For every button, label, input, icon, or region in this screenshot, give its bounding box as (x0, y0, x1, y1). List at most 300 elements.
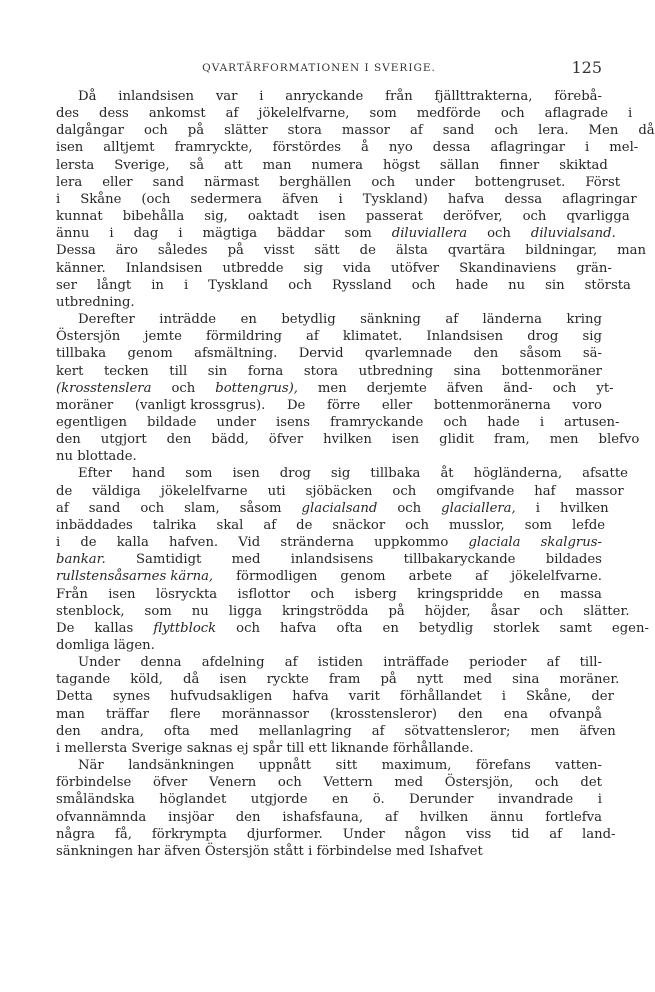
word: rullstensåsarnes kärna, (56, 569, 214, 585)
word: högländerna, (473, 466, 563, 482)
word: Sverige, (114, 157, 170, 173)
word: förmildring (205, 329, 282, 345)
text-line (36, 122, 655, 139)
word: sina (453, 363, 481, 379)
word: såsom (519, 346, 562, 362)
word: höglandet (159, 792, 227, 808)
word: sin (545, 277, 565, 293)
word: ö. (372, 792, 385, 808)
word: alltjemt (103, 140, 155, 156)
word: isberg (354, 586, 397, 602)
word: aflagringar (490, 140, 566, 156)
text-line (36, 757, 602, 774)
word: dess (99, 106, 129, 122)
word: och (522, 209, 547, 225)
word: långt (96, 277, 132, 293)
word: Östersjön (56, 329, 121, 345)
word: med (231, 552, 261, 568)
word: aflagringar (562, 191, 637, 207)
word: genom (127, 346, 173, 362)
text-line (36, 414, 620, 431)
word: talrika (152, 517, 197, 533)
paragraph (36, 654, 620, 757)
word: i (628, 106, 633, 122)
word: de (56, 483, 73, 499)
text-line (36, 654, 602, 671)
word: insjöar (168, 809, 214, 825)
word: varit (348, 689, 380, 705)
page-header (36, 58, 602, 82)
word: moräner (56, 397, 114, 413)
word: jökelelfvarne, (258, 106, 350, 122)
word: några (56, 826, 95, 842)
word: småländska (56, 792, 135, 808)
word: nu (508, 277, 526, 293)
paragraph (36, 757, 616, 860)
word: tagande (56, 672, 111, 688)
text-line (36, 345, 602, 362)
text-line (36, 483, 624, 500)
word: utgjorde (250, 792, 308, 808)
word: isflottor (237, 586, 291, 602)
text-line (36, 637, 602, 654)
word: Skandinaviens (459, 260, 557, 276)
text-line (36, 774, 602, 791)
word: passerat (365, 209, 423, 225)
word: med (394, 775, 424, 791)
text-line (36, 500, 609, 517)
word: i (178, 226, 183, 242)
word: i (183, 277, 189, 293)
text-line (36, 740, 602, 757)
word: under (415, 174, 455, 190)
word: mel- (609, 140, 639, 156)
word: Dessa (56, 243, 96, 259)
text-line (36, 294, 602, 311)
text-line (36, 706, 602, 723)
word: känner. (56, 260, 106, 276)
word: såsom (239, 500, 282, 516)
word: Inlandsisen (125, 260, 203, 276)
word: af (306, 329, 319, 345)
word: i (259, 89, 264, 104)
word: lersta (56, 157, 95, 173)
word: jemte (144, 329, 182, 345)
word: som (144, 603, 172, 619)
word: förre (326, 397, 361, 413)
word: å (361, 140, 369, 156)
word: den (235, 809, 261, 825)
word: stått (273, 843, 304, 859)
word: liknande (331, 740, 389, 756)
word: massor (575, 483, 624, 499)
text-line (36, 328, 602, 345)
word: sand (442, 123, 475, 139)
text-line (36, 225, 616, 242)
text-line (36, 568, 602, 585)
word: af (56, 500, 69, 516)
word: afsatte (582, 466, 628, 482)
word: istiden (317, 655, 364, 671)
word: utöfver (390, 260, 440, 276)
word: som (369, 106, 397, 122)
word: bottengruset. (474, 174, 566, 190)
word: jökelelfvarne (160, 483, 248, 499)
word: uppnått (258, 758, 312, 774)
word: af (475, 569, 488, 585)
word: i (539, 414, 545, 430)
word: på (388, 603, 405, 619)
word: Sverige (131, 740, 183, 756)
word: vida (342, 260, 371, 276)
word: och (140, 500, 165, 516)
word: sällan (439, 157, 480, 173)
word: sig (330, 466, 351, 482)
word: Samtidigt (136, 552, 202, 568)
word: hafva (292, 689, 329, 705)
word: stora (287, 123, 322, 139)
running-head: QVARTÄRFORMATIONEN I SVERIGE. (202, 62, 436, 74)
word: Inlandsisen (426, 329, 504, 345)
word: saknas (186, 740, 233, 756)
word: lefde (571, 517, 606, 533)
word: kallas (94, 620, 134, 636)
word: slätter (224, 123, 268, 139)
word: hafven. (168, 535, 219, 551)
word: Tyskland) (362, 191, 428, 207)
word: massor (341, 123, 390, 139)
paragraph (36, 88, 655, 311)
word: slam, (184, 500, 220, 516)
word: ofvanpå (549, 706, 602, 722)
word: Derefter (78, 312, 135, 328)
word: De (286, 397, 306, 413)
word: äfven (446, 380, 484, 396)
word: och (143, 123, 168, 139)
text-line (36, 88, 602, 105)
word: tid (511, 826, 530, 842)
word: den (56, 723, 81, 739)
word: När (78, 758, 104, 774)
text-line (36, 809, 602, 826)
word: nyo (388, 140, 413, 156)
word: stenblock, (56, 603, 125, 619)
word: i (597, 792, 602, 808)
word: Skåne (80, 191, 122, 207)
word: denna (140, 655, 182, 671)
text-line (36, 208, 630, 225)
word: fram (328, 672, 361, 688)
word: som (344, 226, 372, 242)
word: och (405, 517, 429, 533)
word: förefans (475, 758, 531, 774)
word: mellanlagring (258, 723, 352, 739)
word: af (284, 655, 298, 671)
word: af (546, 655, 560, 671)
word: Då (78, 89, 97, 104)
word: samt (559, 620, 592, 636)
word: tillbaka (56, 346, 107, 362)
word: djurformer. (246, 826, 323, 842)
word: afdelning (201, 655, 265, 671)
word: sand (152, 174, 185, 190)
word: egentligen (56, 414, 128, 430)
word: någon (404, 826, 447, 842)
text-line (36, 105, 633, 122)
word: glacialsand (301, 500, 378, 516)
word: och (371, 174, 396, 190)
word: betydlig (281, 312, 336, 328)
word: och (494, 123, 519, 139)
word: har (137, 843, 160, 859)
word: omgifvande (436, 483, 515, 499)
word: förstördes (272, 140, 342, 156)
word: landsänkningen (128, 758, 235, 774)
word: ishafsfauna, (282, 809, 364, 825)
word: der (591, 689, 614, 705)
word: grän- (576, 260, 612, 276)
word: dalgångar (56, 123, 124, 139)
word: aflagrade (544, 106, 609, 122)
word: men (317, 380, 347, 396)
word: den (458, 706, 483, 722)
text-line (36, 826, 616, 843)
word: den (56, 432, 81, 448)
text-line (36, 843, 602, 860)
word: qvartära (447, 243, 506, 259)
word: hvilken (559, 500, 609, 516)
word: de (296, 517, 313, 533)
word: af (225, 106, 239, 122)
word: andra, (100, 723, 144, 739)
text-line (36, 191, 637, 208)
word: sig (582, 329, 602, 345)
word: anryckande (285, 89, 364, 104)
word: Vid (238, 535, 261, 551)
text-line (36, 431, 640, 448)
word: invandrade (497, 792, 574, 808)
word: ligga (228, 603, 262, 619)
word: inlandsisens (290, 552, 374, 568)
word: kalla (116, 535, 149, 551)
word: qvarlemnade (364, 346, 453, 362)
word: sig, (204, 209, 228, 225)
word: arbete (408, 569, 453, 585)
word: Tyskland (208, 277, 269, 293)
word: bäddar (277, 226, 325, 242)
word: isen (232, 466, 260, 482)
word: bädd, (211, 432, 249, 448)
word: åsar (490, 603, 520, 619)
word: med (396, 843, 425, 859)
word: utgjort (100, 432, 147, 448)
word: kring (566, 312, 602, 328)
word: eller (102, 174, 133, 190)
word: och (411, 277, 436, 293)
word: jökelelfvarne. (510, 569, 602, 585)
word: Detta (56, 689, 93, 705)
word: blefvo (598, 432, 640, 448)
word: isens (276, 414, 311, 430)
word: framryckande (330, 414, 424, 430)
word: haf (534, 483, 556, 499)
text-line (36, 586, 602, 603)
word: då (638, 123, 655, 139)
word: Ishafvet (428, 843, 483, 859)
word: bankar. (56, 552, 106, 568)
word: förbindelse (56, 775, 132, 791)
word: forna (247, 363, 284, 379)
word: köld, (130, 672, 164, 688)
word: på (227, 243, 244, 259)
word: lägen. (113, 638, 155, 653)
word: morännassor (221, 706, 309, 722)
word: lera (56, 174, 83, 190)
word: men (549, 432, 579, 448)
word: sätt (314, 243, 340, 259)
word: sedermera (190, 191, 262, 207)
word: och (392, 483, 417, 499)
word: i (338, 191, 343, 207)
word: till (169, 363, 188, 379)
word: skiktad (559, 157, 608, 173)
word: högst (382, 157, 420, 173)
text-line (36, 260, 612, 277)
word: Från (56, 586, 88, 602)
word: moräner. (559, 672, 620, 688)
word: utbredning (358, 363, 434, 379)
word: spår (252, 740, 283, 756)
word: öfver (152, 775, 188, 791)
word: i (535, 500, 540, 516)
word: eller (381, 397, 413, 413)
word: och (277, 775, 302, 791)
word: och (534, 775, 559, 791)
paragraph (36, 311, 640, 465)
word: finner (499, 157, 540, 173)
word: blottade. (77, 449, 137, 465)
word: framryckte, (174, 140, 253, 156)
text-line (36, 448, 602, 465)
word: tillbaka (370, 466, 421, 482)
word: in (151, 277, 164, 293)
word: så (189, 157, 205, 173)
word: länderna (482, 312, 543, 328)
word: fram, (493, 432, 530, 448)
word: förbindelse (316, 843, 392, 859)
word: kringspridde (417, 586, 504, 602)
word: inträdde (159, 312, 217, 328)
word: massa (560, 586, 602, 602)
word: kunnat (56, 209, 103, 225)
word: bibehålla (122, 209, 185, 225)
word: förhållande. (392, 740, 474, 756)
word: tecken (103, 363, 149, 379)
word: synes (112, 689, 151, 705)
word: med (209, 723, 239, 739)
word: isen (108, 586, 136, 602)
word: och (500, 106, 525, 122)
word: bottenmoränerna (433, 397, 551, 413)
word: då (183, 672, 200, 688)
word: sina (512, 672, 540, 688)
word: utbredde (222, 260, 284, 276)
word: Östersjön (204, 843, 270, 859)
word: hafva (279, 620, 317, 636)
word: (vanligt krossgrus). (134, 397, 266, 413)
word: deröfver, (442, 209, 503, 225)
text-line (36, 242, 647, 259)
word: sjöbäcken (305, 483, 373, 499)
word: i (109, 226, 114, 242)
word: Venern (209, 775, 257, 791)
word: ofta (336, 620, 363, 636)
word: höjder, (424, 603, 471, 619)
word: nytt (416, 672, 444, 688)
word: yt- (596, 380, 614, 396)
word: des (56, 106, 80, 122)
word: bildningar, (525, 243, 598, 259)
word: stora (303, 363, 339, 379)
text-line (36, 534, 602, 551)
word: och (236, 620, 260, 636)
word: ännu (490, 809, 524, 825)
word: vatten- (555, 758, 602, 774)
word: hafva (447, 191, 485, 207)
word: Vettern (323, 775, 373, 791)
word: Efter (78, 466, 112, 482)
word: närmast (204, 174, 260, 190)
word: hvilken (323, 432, 372, 448)
word: och (539, 603, 564, 619)
word: och (171, 380, 196, 396)
word: dessa (432, 140, 471, 156)
word: glidit (439, 432, 474, 448)
word: Derunder (409, 792, 474, 808)
word: var (215, 89, 238, 104)
word: förebå- (554, 89, 602, 104)
word: De (56, 620, 75, 636)
text-line (36, 791, 602, 808)
word: Först (585, 174, 621, 190)
text-line (36, 311, 602, 328)
word: (krosstenslera (56, 380, 152, 396)
word: visst (263, 243, 295, 259)
word: (och (141, 191, 171, 207)
word: flere (169, 706, 201, 722)
word: inträffade (383, 655, 449, 671)
word: hade (487, 414, 520, 430)
word: bildades (545, 552, 602, 568)
word: en (240, 312, 257, 328)
word: hvilken (419, 809, 469, 825)
page-number: 125 (571, 58, 602, 77)
word: mägtiga (202, 226, 258, 242)
word: betydlig (418, 620, 474, 636)
word: bottengrus), (215, 380, 298, 396)
word: på (380, 672, 397, 688)
word: fjällttrakterna, (434, 89, 533, 104)
word: en (382, 620, 399, 636)
word: derjemte (366, 380, 427, 396)
word: Skåne, (525, 689, 572, 705)
word: isen (318, 209, 346, 225)
word: en (332, 792, 349, 808)
word: man (56, 706, 85, 722)
word: qvarligga (566, 209, 630, 225)
word: dessa (504, 191, 543, 207)
word: (krosstensleror) (329, 706, 437, 722)
